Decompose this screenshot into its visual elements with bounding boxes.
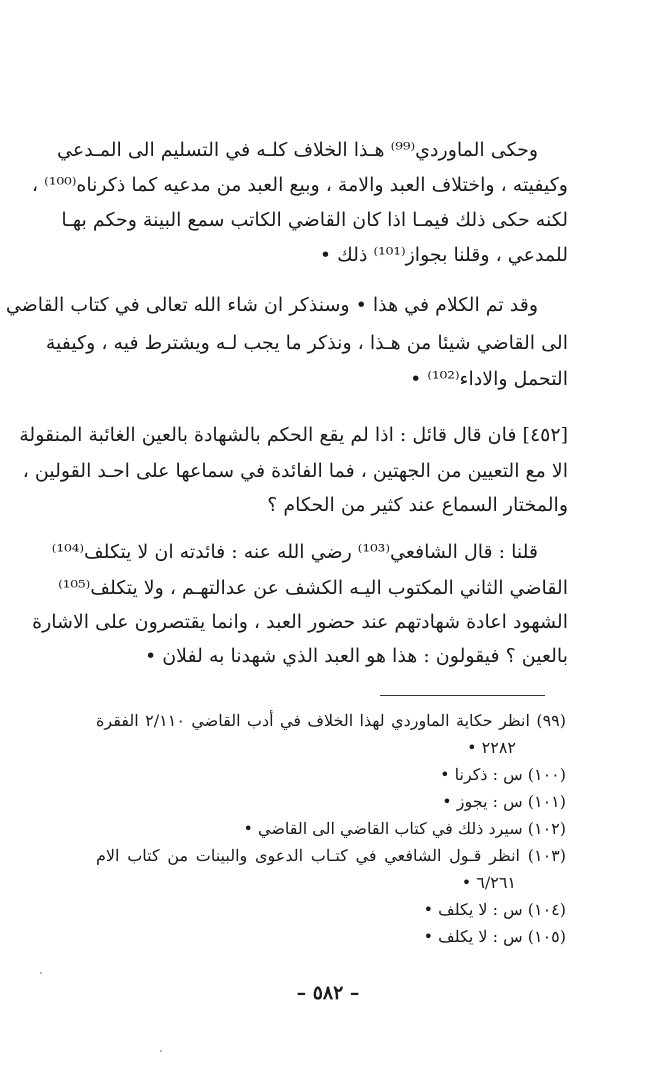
body-line: الا مع التعيين من الجهتين ، فما الفائدة في سماعها على احـد القولين ، (22, 460, 568, 482)
body-line: التحمل والاداء⁽¹⁰²⁾ • (410, 368, 568, 390)
body-line: والمختار السماع عند كثير من الحكام ؟ (267, 494, 568, 516)
page-number: – ٥٨٢ – (296, 982, 360, 1004)
footnote-line: (١٠٢) سيرد ذلك في كتاب القاضي الى القاضي • (243, 819, 566, 838)
body-line: بالعين ؟ فيقولون : هذا هو العبد الذي شهدنا به لفلان • (144, 645, 568, 667)
footnote-separator (380, 695, 545, 696)
body-line: الى القاضي شيئا من هـذا ، ونذكر ما يجب لـه ويشترط فيه ، وكيفية (45, 332, 568, 354)
footnote-line: (١٠٤) س : لا يكلف • (423, 900, 566, 919)
scan-speck (40, 972, 42, 974)
body-line: وكيفيته ، واختلاف العبد والامة ، وبيع العبد من مدعيه كما ذكرناه⁽¹⁰⁰⁾ ، (32, 174, 568, 196)
scan-speck (160, 1050, 162, 1052)
footnote-line: (١٠٥) س : لا يكلف • (423, 927, 566, 946)
body-line: لكنه حكى ذلك فيمـا اذا كان القاضي الكاتب سمع البينة وحكم بهـا (61, 209, 568, 231)
footnote-line: ٦/٢٦١ • (461, 873, 516, 892)
body-line: قلنا : قال الشافعي⁽¹⁰³⁾ رضي الله عنه : فائدته ان لا يتكلف⁽¹⁰⁴⁾ (51, 541, 538, 563)
body-line: وقد تم الكلام في هذا • وسنذكر ان شاء الله تعالى في كتاب القاضي (5, 294, 538, 316)
body-line: للمدعي ، وقلنا بجواز⁽¹⁰¹⁾ ذلك • (319, 244, 568, 266)
body-line: القاضي الثاني المكتوب اليـه الكشف عن عدالتهـم ، ولا يتكلف⁽¹⁰⁵⁾ (58, 577, 568, 599)
footnote-line: (١٠١) س : يجوز • (442, 792, 566, 811)
footnote-line: ٢٢٨٢ • (467, 738, 516, 757)
footnote-line: (١٠٠) س : ذكرنا • (440, 765, 566, 784)
footnote-line: (٩٩) انظر حكاية الماوردي لهذا الخلاف في أدب القاضي ٢/١١٠ الفقرة (96, 711, 567, 730)
body-line: [٤٥٢] فان قال قائل : اذا لم يقع الحكم بالشهادة بالعين الغائبة المنقولة (19, 424, 568, 446)
body-line: الشهود اعادة شهادتهم عند حضور العبد ، وانما يقتصرون على الاشارة (32, 611, 568, 633)
body-line: وحكى الماوردي⁽⁹⁹⁾ هـذا الخلاف كلـه في التسليم الى المـدعي (57, 139, 538, 161)
footnote-line: (١٠٣) انظر قـول الشافعي في كتـاب الدعوى والبينات من كتاب الام (96, 846, 566, 865)
